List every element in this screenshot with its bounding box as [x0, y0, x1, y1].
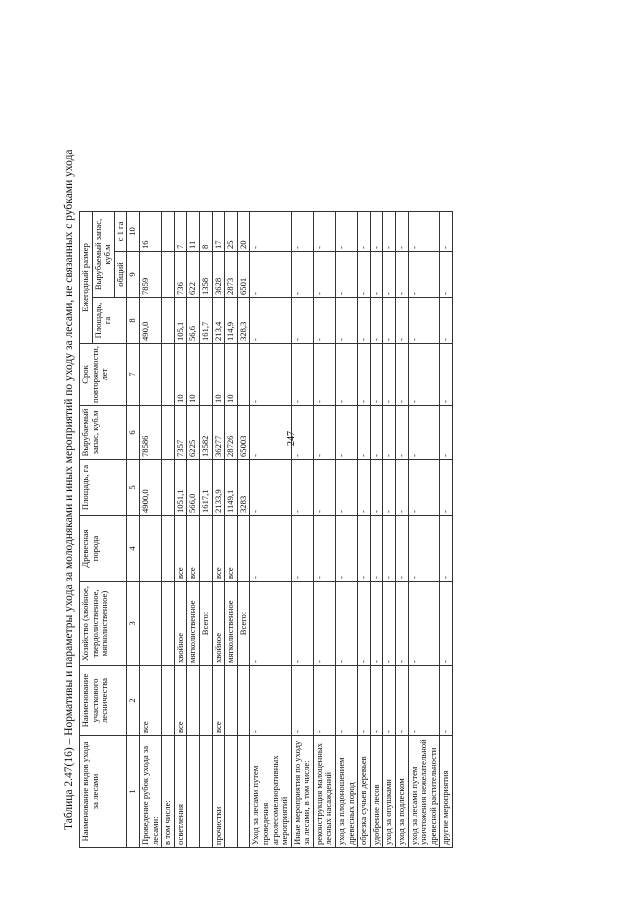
table-cell	[139, 516, 161, 582]
table-cell: 1149,1	[225, 460, 238, 516]
table-cell: 6501	[237, 251, 250, 297]
table-cell: -	[383, 582, 396, 666]
header-row-1	[80, 211, 93, 847]
col-header-annual-volume: Вырубаемый запас, куб.м	[92, 211, 114, 297]
table-row	[370, 211, 383, 847]
table-row	[139, 211, 161, 847]
column-number: 9	[127, 251, 140, 297]
table-cell: 16	[139, 211, 161, 251]
table-cell: 1358	[199, 251, 212, 297]
row-label-cell: прочистки	[212, 736, 225, 848]
table-cell: -	[291, 297, 313, 343]
table-cell: -	[383, 666, 396, 736]
table-cell: -	[396, 582, 409, 666]
row-label-cell: уход за плодоношением древесных пород	[336, 736, 358, 848]
table-cell: 213,4	[212, 297, 225, 343]
row-label-cell: осветления	[174, 736, 187, 848]
table-cell: -	[383, 211, 396, 251]
table-cell: 2873	[225, 251, 238, 297]
col-header-annual-per-ha: с 1 га	[114, 211, 127, 251]
table-cell: 3283	[237, 460, 250, 516]
table-cell: 3628	[212, 251, 225, 297]
table-row	[174, 211, 187, 847]
table-cell: -	[396, 211, 409, 251]
table-cell: -	[250, 516, 291, 582]
row-label-cell	[187, 736, 200, 848]
table-cell: -	[291, 343, 313, 405]
table-cell: 105,1	[174, 297, 187, 343]
table-cell	[139, 343, 161, 405]
table-cell: все	[187, 516, 200, 582]
col-header-annual-area: Площадь, га	[92, 297, 127, 343]
table-cell: -	[370, 460, 383, 516]
row-label-cell	[199, 736, 212, 848]
table-cell: -	[250, 297, 291, 343]
table-cell	[199, 516, 212, 582]
table-cell: -	[408, 516, 440, 582]
table-cell: Всего:	[237, 582, 250, 666]
table-cell: -	[313, 460, 335, 516]
table-cell: -	[250, 211, 291, 251]
table-cell: -	[313, 251, 335, 297]
table-cell: -	[291, 251, 313, 297]
table-cell: -	[383, 516, 396, 582]
table-cell: -	[370, 516, 383, 582]
table-row	[396, 211, 409, 847]
col-header-annual: Ежегодный размер	[80, 211, 93, 343]
table-cell	[139, 582, 161, 666]
table-cell: 20	[237, 211, 250, 251]
table-cell	[237, 343, 250, 405]
table-cell: -	[370, 666, 383, 736]
table-caption: Таблица 2.47(16) – Нормативы и параметры ухода за молодняками и иных мероприятий по уходу за лесами, не связанных с рубками ухода	[63, 149, 75, 830]
table-cell: -	[336, 516, 358, 582]
table-cell: хвойное	[174, 582, 187, 666]
table-cell: все	[139, 666, 161, 736]
table-cell: 13582	[199, 406, 212, 460]
table-cell: -	[250, 582, 291, 666]
table-body	[139, 211, 452, 847]
table-cell: -	[396, 297, 409, 343]
table-row	[408, 211, 440, 847]
table-cell: 17	[212, 211, 225, 251]
table-cell: -	[383, 297, 396, 343]
row-label-cell	[237, 736, 250, 848]
table-cell: -	[336, 297, 358, 343]
column-number: 10	[127, 211, 140, 251]
col-header-unit: Наименование участкового лесничества	[80, 666, 127, 736]
table-row	[358, 211, 371, 847]
column-number: 1	[127, 736, 140, 848]
table-cell: -	[440, 211, 453, 251]
table-cell: -	[396, 406, 409, 460]
row-label-cell: Иные мероприятия по уходу за лесами, в том числе:	[291, 736, 313, 848]
table-cell: -	[250, 666, 291, 736]
table-cell: -	[358, 211, 371, 251]
table-cell: -	[336, 582, 358, 666]
table-row	[440, 211, 453, 847]
table-cell: -	[291, 211, 313, 251]
row-label-cell: обрезка сучьев деревьев	[358, 736, 371, 848]
table-cell: 28726	[225, 406, 238, 460]
table-cell: -	[291, 460, 313, 516]
table-cell: 4900,0	[139, 460, 161, 516]
table-cell: -	[336, 343, 358, 405]
table-cell: -	[396, 460, 409, 516]
table-cell: 736	[174, 251, 187, 297]
table-cell: 78586	[139, 406, 161, 460]
column-number: 3	[127, 582, 140, 666]
table-row	[199, 211, 212, 847]
col-header-farm: Хозяйство (хвойное, твердолиственное, мягколиственное)	[80, 582, 127, 666]
table-cell: -	[440, 297, 453, 343]
table-cell: -	[250, 406, 291, 460]
table-row	[383, 211, 396, 847]
table-cell	[162, 297, 175, 343]
table-cell: -	[313, 297, 335, 343]
table-cell: -	[370, 211, 383, 251]
table-cell: 622	[187, 251, 200, 297]
table-cell: -	[313, 666, 335, 736]
table-cell: 7	[174, 211, 187, 251]
table-cell: 10	[225, 343, 238, 405]
table-cell	[162, 516, 175, 582]
col-header-species: Древесная порода	[80, 516, 127, 582]
table-cell: -	[408, 666, 440, 736]
table-row	[162, 211, 175, 847]
table-cell	[162, 582, 175, 666]
column-number: 6	[127, 406, 140, 460]
table-cell: все	[174, 666, 187, 736]
row-label-cell: другие мероприятия	[440, 736, 453, 848]
table-cell: 8	[199, 211, 212, 251]
col-header-area: Площадь, га	[80, 460, 127, 516]
table-cell: 6225	[187, 406, 200, 460]
page-number: 247	[286, 431, 297, 446]
row-label-cell: уход за лесами путем уничтожения нежелательной древесной растительности	[408, 736, 440, 848]
table-cell: -	[440, 406, 453, 460]
table-cell: 566,0	[187, 460, 200, 516]
table-cell: -	[313, 582, 335, 666]
table-cell: -	[336, 666, 358, 736]
table-cell: 56,6	[187, 297, 200, 343]
table-row	[237, 211, 250, 847]
table-cell: -	[396, 516, 409, 582]
table-cell: мягколиственное	[225, 582, 238, 666]
column-number: 8	[127, 297, 140, 343]
table-cell: -	[383, 406, 396, 460]
table-cell: -	[370, 251, 383, 297]
table-cell: -	[358, 666, 371, 736]
column-number: 2	[127, 666, 140, 736]
table-cell: -	[408, 211, 440, 251]
row-label-cell: в том числе:	[162, 736, 175, 848]
row-label-cell: реконструкция малоценных лесных насаждений	[313, 736, 335, 848]
table-row	[187, 211, 200, 847]
table-cell: -	[313, 343, 335, 405]
table-cell: -	[408, 460, 440, 516]
table-cell: все	[174, 516, 187, 582]
table-cell: -	[370, 343, 383, 405]
table-cell: 25	[225, 211, 238, 251]
table-cell	[237, 516, 250, 582]
table-cell: -	[291, 582, 313, 666]
table-cell: 1051,1	[174, 460, 187, 516]
column-number-row	[127, 211, 140, 847]
table-cell: -	[336, 406, 358, 460]
row-label-cell: уход за опушками	[383, 736, 396, 848]
table-cell: -	[358, 251, 371, 297]
table-cell: -	[250, 460, 291, 516]
table-cell: все	[212, 666, 225, 736]
table-cell	[162, 460, 175, 516]
table-cell	[162, 406, 175, 460]
table-cell: 10	[174, 343, 187, 405]
table-cell: -	[358, 406, 371, 460]
table-cell	[162, 251, 175, 297]
table-cell	[162, 211, 175, 251]
table-cell: -	[408, 406, 440, 460]
table-cell: -	[440, 666, 453, 736]
table-cell: 10	[187, 343, 200, 405]
column-number: 4	[127, 516, 140, 582]
table-cell: 10	[212, 343, 225, 405]
table-cell: -	[440, 516, 453, 582]
table-cell: -	[358, 297, 371, 343]
row-label-cell: Проведение рубок ухода за лесами:	[139, 736, 161, 848]
table-cell: -	[358, 516, 371, 582]
table-cell: -	[440, 251, 453, 297]
table-row	[225, 211, 238, 847]
table-cell: -	[336, 460, 358, 516]
col-header-volume: Вырубаемый запас, куб.м	[80, 406, 127, 460]
table-cell: 161,7	[199, 297, 212, 343]
table-cell: 2133,9	[212, 460, 225, 516]
table-cell: -	[358, 343, 371, 405]
table-cell: 490,0	[139, 297, 161, 343]
table-cell: -	[291, 516, 313, 582]
table-cell: -	[291, 406, 313, 460]
table-cell: -	[336, 251, 358, 297]
table-row	[313, 211, 335, 847]
column-number: 5	[127, 460, 140, 516]
table-cell: -	[440, 343, 453, 405]
table-cell	[162, 666, 175, 736]
table-cell: -	[383, 460, 396, 516]
table-cell: -	[250, 343, 291, 405]
table-cell: -	[440, 460, 453, 516]
table-cell: -	[370, 297, 383, 343]
table-cell: 7859	[139, 251, 161, 297]
table-cell: -	[370, 582, 383, 666]
table-cell: 7357	[174, 406, 187, 460]
col-header-period: Срок повторяемости, лет	[80, 343, 127, 405]
table-cell: -	[383, 343, 396, 405]
row-label-cell: удобрение лесов	[370, 736, 383, 848]
table-cell: все	[225, 516, 238, 582]
table-cell: все	[212, 516, 225, 582]
table-cell: -	[440, 582, 453, 666]
table-cell: -	[396, 666, 409, 736]
table-cell: -	[313, 406, 335, 460]
table-cell: -	[313, 211, 335, 251]
table-row	[212, 211, 225, 847]
rotated-content	[62, 58, 582, 848]
table-cell: 11	[187, 211, 200, 251]
table-cell: -	[408, 343, 440, 405]
table-cell: -	[396, 343, 409, 405]
table-cell: 65003	[237, 406, 250, 460]
table-cell: -	[408, 297, 440, 343]
table-cell: Всего:	[199, 582, 212, 666]
table-cell: -	[408, 251, 440, 297]
table-cell	[187, 666, 200, 736]
table-cell: -	[358, 460, 371, 516]
table-cell: 1617,1	[199, 460, 212, 516]
table-cell: -	[396, 251, 409, 297]
table-cell: -	[291, 666, 313, 736]
table-cell	[199, 666, 212, 736]
forest-care-table	[79, 211, 453, 848]
table-cell: -	[370, 406, 383, 460]
table-cell: мягколиственное	[187, 582, 200, 666]
column-number: 7	[127, 343, 140, 405]
table-cell: -	[313, 516, 335, 582]
col-header-annual-total: общий	[114, 251, 127, 297]
table-cell: -	[358, 582, 371, 666]
table-cell: 114,9	[225, 297, 238, 343]
table-cell	[237, 666, 250, 736]
row-label-cell	[225, 736, 238, 848]
table-row	[250, 211, 291, 847]
table-cell: -	[250, 251, 291, 297]
col-header-name: Наименование видов ухода за лесами	[80, 736, 127, 848]
table-cell: -	[336, 211, 358, 251]
row-label-cell: Уход за лесами путем проведения агролесомелиоративных мероприятий	[250, 736, 291, 848]
table-cell: 328,3	[237, 297, 250, 343]
row-label-cell: уход за подлеском	[396, 736, 409, 848]
table-cell	[225, 666, 238, 736]
table-row	[336, 211, 358, 847]
table-cell: хвойное	[212, 582, 225, 666]
table-cell: 36277	[212, 406, 225, 460]
table-cell	[162, 343, 175, 405]
table-row	[291, 211, 313, 847]
table-cell	[199, 343, 212, 405]
table-cell: -	[408, 582, 440, 666]
table-cell: -	[383, 251, 396, 297]
